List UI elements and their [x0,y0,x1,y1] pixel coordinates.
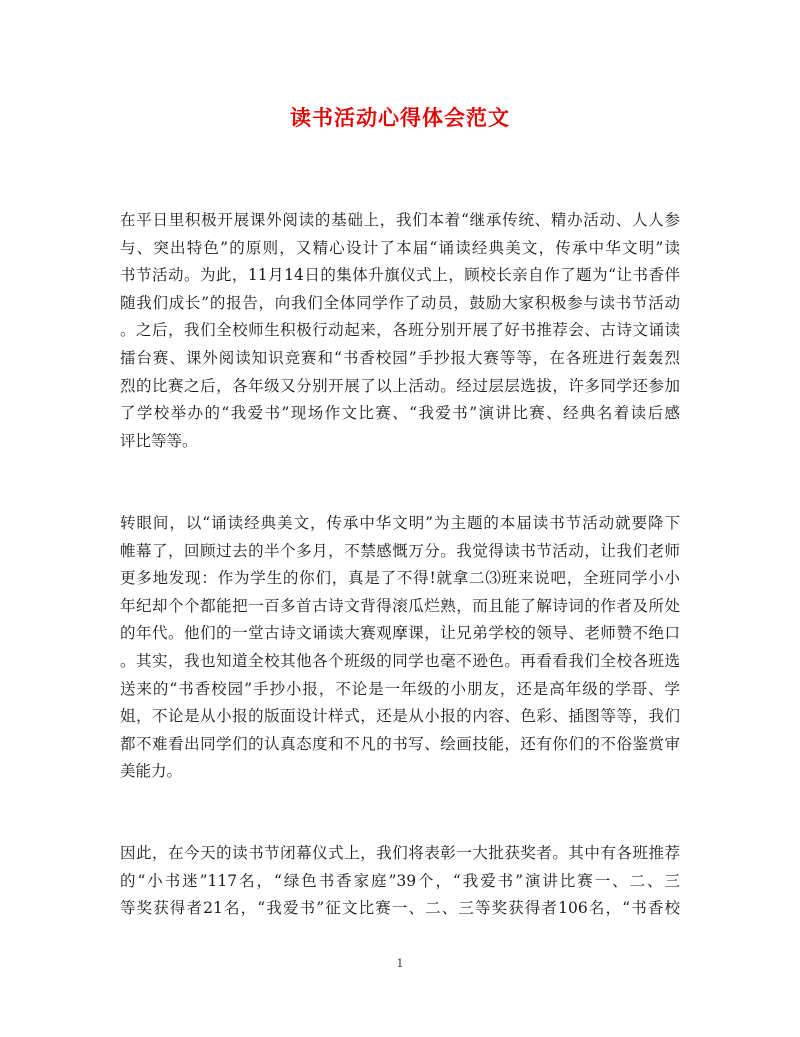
text-line: 更多地发现：作为学生的你们，真是了不得!就拿二⑶班来说吧，全班同学小小 [120,569,680,588]
text-line: 等奖获得者21名，“我爱书”征文比赛一、二、三等奖获得者106名，“书香校 [120,899,680,918]
text-line: 了学校举办的“我爱书”现场作文比赛、“我爱书”演讲比赛、经典名着读后感 [120,404,680,423]
text-line: 评比等等。 [120,431,198,450]
text-line: 随我们成长”的报告，向我们全体同学作了动员，鼓励大家积极参与读书节活动 [120,293,680,312]
text-line: 在平日里积极开展课外阅读的基础上，我们本着“继承传统、精办活动、人人参 [120,211,680,229]
document-title: 读书活动心得体会范文 [290,105,510,130]
paragraph-2 [120,510,680,786]
text-line: 送来的“书香校园”手抄小报，不论是一年级的小朋友，还是高年级的学哥、学 [120,679,680,698]
text-line: 美能力。 [120,762,183,781]
text-line: 烈的比赛之后，各年级又分别开展了以上活动。经过层层选拔，许多同学还参加 [120,376,680,395]
paragraph-text [120,207,680,455]
text-line: 书节活动。为此，11月14日的集体升旗仪式上，顾校长亲自作了题为“让书香伴 [120,266,680,285]
text-line: 因此，在今天的读书节闭幕仪式上，我们将表彰一大批获奖者。其中有各班推荐 [120,844,680,862]
text-line: 与、突出特色”的原则，又精心设计了本届“诵读经典美文，传承中华文明”读 [120,238,680,257]
text-line: 帷幕了，回顾过去的半个多月，不禁感慨万分。我觉得读书节活动，让我们老师 [120,541,680,560]
paragraph-1 [120,207,680,455]
text-line: 擂台赛、课外阅读知识竞赛和“书香校园”手抄报大赛等等，在各班进行轰轰烈 [120,348,680,367]
text-line: 姐，不论是从小报的版面设计样式，还是从小报的内容、色彩、插图等等，我们 [120,707,680,726]
paragraph-text [120,840,680,923]
page-number: 1 [396,957,404,970]
text-line: 年纪却个个都能把一百多首古诗文背得滚瓜烂熟，而且能了解诗词的作者及所处 [120,596,680,615]
text-line: 。其实，我也知道全校其他各个班级的同学也毫不逊色。再看看我们全校各班选 [120,651,680,670]
text-line: 。之后，我们全校师生积极行动起来，各班分别开展了好书推荐会、古诗文诵读 [120,321,680,340]
paragraph-3 [120,840,680,923]
text-line: 转眼间，以“诵读经典美文，传承中华文明”为主题的本届读书节活动就要降下 [120,514,680,532]
paragraph-text [120,510,680,786]
text-line: 的年代。他们的一堂古诗文诵读大赛观摩课，让兄弟学校的领导、老师赞不绝口 [120,624,680,643]
text-line: 的“小书迷”117名，“绿色书香家庭”39个，“我爱书”演讲比赛一、二、三 [120,871,680,890]
text-line: 都不难看出同学们的认真态度和不凡的书写、绘画技能，还有你们的不俗鉴赏审 [120,734,680,753]
